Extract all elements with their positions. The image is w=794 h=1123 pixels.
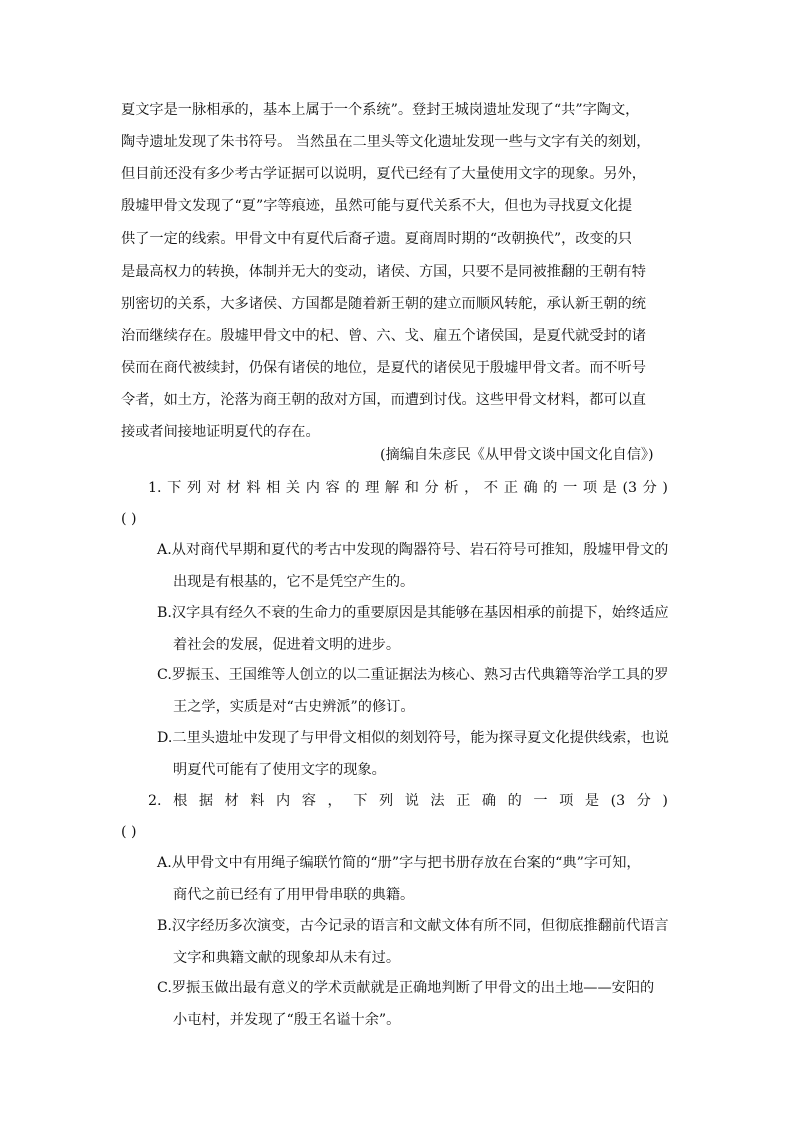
stem-word: 容 — [301, 793, 316, 809]
stem-word: 一 — [533, 793, 548, 809]
stem-word: 确 — [481, 793, 497, 809]
stem-word: 不 — [483, 480, 499, 496]
passage-line: 令者，如土方，沦落为商王朝的敌对方国，而遭到讨伐。这些甲骨文材料，都可以直 — [121, 392, 646, 408]
passage-line: 夏文字是一脉相承的，基本上属于一个系统”。登封王城岗遗址发现了“共”字陶文， — [121, 102, 640, 118]
stem-word: 是 — [602, 480, 617, 496]
option-line: C.罗振玉、王国维等人创立的以二重证据法为核心、熟习古代典籍等治学工具的罗 — [157, 667, 669, 683]
passage-line: 殷墟甲骨文发现了“夏”字等痕迹，虽然可能与夏代关系不大，但也为寻找夏文化提 — [121, 198, 633, 214]
option-line: A.从甲骨文中有用绳子编联竹简的“册”字与把书册存放在台案的“典”字可知， — [157, 855, 641, 871]
stem-word: 正 — [456, 793, 471, 809]
option-line: B.汉字具有经久不衰的生命力的重要原因是其能够在基因相承的前提下，始终适应 — [157, 605, 669, 621]
stem-word: 内 — [276, 793, 291, 809]
stem-word: 是 — [584, 793, 600, 809]
stem-word: ， — [464, 480, 479, 496]
stem-word: 分 — [636, 793, 651, 809]
stem-word: (3 — [610, 793, 626, 809]
answer-paren: ( ) — [121, 824, 137, 840]
passage-line: 供了一定的线索。甲骨文中有夏代后裔孑遗。夏商周时期的“改朝换代”，改变的只 — [121, 231, 633, 247]
stem-word: ) — [662, 793, 668, 809]
stem-word: 内 — [305, 480, 320, 496]
stem-word: 项 — [582, 480, 598, 496]
stem-word: (3 — [622, 480, 638, 496]
stem-word: 料 — [250, 793, 265, 809]
option-line-continued: 文字和典籍文献的现象却从未有过。 — [173, 950, 401, 966]
option-line: A.从对商代早期和夏代的考古中发现的陶器符号、岩石符号可推知，殷墟甲骨文的 — [157, 542, 669, 558]
passage-line: 侯而在商代被续封，仍保有诸侯的地位，是夏代的诸侯见于殷墟甲骨文者。而不听号 — [121, 360, 646, 376]
stem-word: 析 — [444, 480, 459, 496]
stem-word: 确 — [523, 480, 538, 496]
stem-word: 材 — [226, 480, 241, 496]
stem-word: 相 — [266, 480, 281, 496]
passage-line: 治而继续存在。殷墟甲骨文中的杞、曾、六、戈、雇五个诸侯国，是夏代就受封的诸 — [121, 328, 646, 344]
stem-word: 项 — [559, 793, 574, 809]
stem-word: 理 — [365, 480, 380, 496]
option-line-continued: 明夏代可能有了使用文字的现象。 — [173, 762, 386, 778]
answer-paren: ( ) — [121, 511, 137, 527]
stem-word: 分 — [424, 480, 439, 496]
passage-line: 陶寺遗址发现了朱书符号。 当然虽在二里头等文化遗址发现一些与文字有关的刻划， — [121, 134, 651, 150]
stem-word: 分 — [642, 480, 657, 496]
stem-word: 的 — [507, 793, 522, 809]
stem-word: 的 — [345, 480, 360, 496]
stem-word: 列 — [378, 793, 394, 809]
passage-line: 但目前还没有多少考古学证据可以说明，夏代已经有了大量使用文字的现象。另外， — [121, 166, 646, 182]
stem-word: 1. — [148, 480, 162, 496]
passage-line: 接或者间接地证明夏代的存在。 — [121, 424, 320, 440]
stem-word: 关 — [285, 480, 301, 496]
option-line-continued: 小屯村，并发现了“殷王名谥十余”。 — [173, 1012, 401, 1028]
stem-word: 下 — [353, 793, 368, 809]
stem-word: ) — [662, 480, 668, 496]
option-line: B.汉字经历多次演变，古今记录的语言和文献文体有所不同，但彻底推翻前代语言 — [157, 918, 669, 934]
stem-word: 正 — [503, 480, 518, 496]
stem-word: 下 — [167, 480, 182, 496]
option-line-continued: 出现是有根基的，它不是凭空产生的。 — [173, 574, 415, 590]
passage-line: 别密切的关系，大多诸侯、方国都是随着新王朝的建立而顺风转舵，承认新王朝的统 — [121, 296, 646, 312]
stem-word: 说 — [404, 793, 419, 809]
stem-word: 和 — [404, 480, 419, 496]
stem-word: 料 — [246, 480, 261, 496]
stem-word: ， — [327, 793, 342, 809]
stem-word: 2. — [148, 793, 162, 809]
stem-word: 据 — [198, 793, 214, 809]
stem-word: 对 — [206, 480, 221, 496]
question-stem — [148, 791, 668, 811]
stem-word: 一 — [563, 480, 578, 496]
stem-word: 的 — [543, 480, 558, 496]
stem-word: 列 — [186, 480, 202, 496]
stem-word: 根 — [173, 793, 188, 809]
stem-word: 解 — [384, 480, 400, 496]
stem-word: 法 — [430, 793, 445, 809]
option-line-continued: 着社会的发展，促进着文明的进步。 — [173, 637, 401, 653]
option-line: C.罗振玉做出最有意义的学术贡献就是正确地判断了甲骨文的出土地——安阳的 — [157, 980, 655, 996]
stem-word: 容 — [325, 480, 340, 496]
passage-line: 是最高权力的转换，体制并无大的变动，诸侯、方国，只要不是同被推翻的王朝有特 — [121, 264, 646, 280]
source-citation: (摘编自朱彦民《从甲骨文谈中国文化自信》) — [380, 447, 654, 463]
option-line-continued: 商代之前已经有了用甲骨串联的典籍。 — [173, 887, 415, 903]
option-line-continued: 王之学，实质是对“古史辨派”的修订。 — [173, 699, 415, 715]
option-line: D.二里头遗址中发现了与甲骨文相似的刻划符号，能为探寻夏文化提供线索，也说 — [157, 730, 669, 746]
question-stem — [148, 478, 668, 498]
stem-word: 材 — [224, 793, 239, 809]
